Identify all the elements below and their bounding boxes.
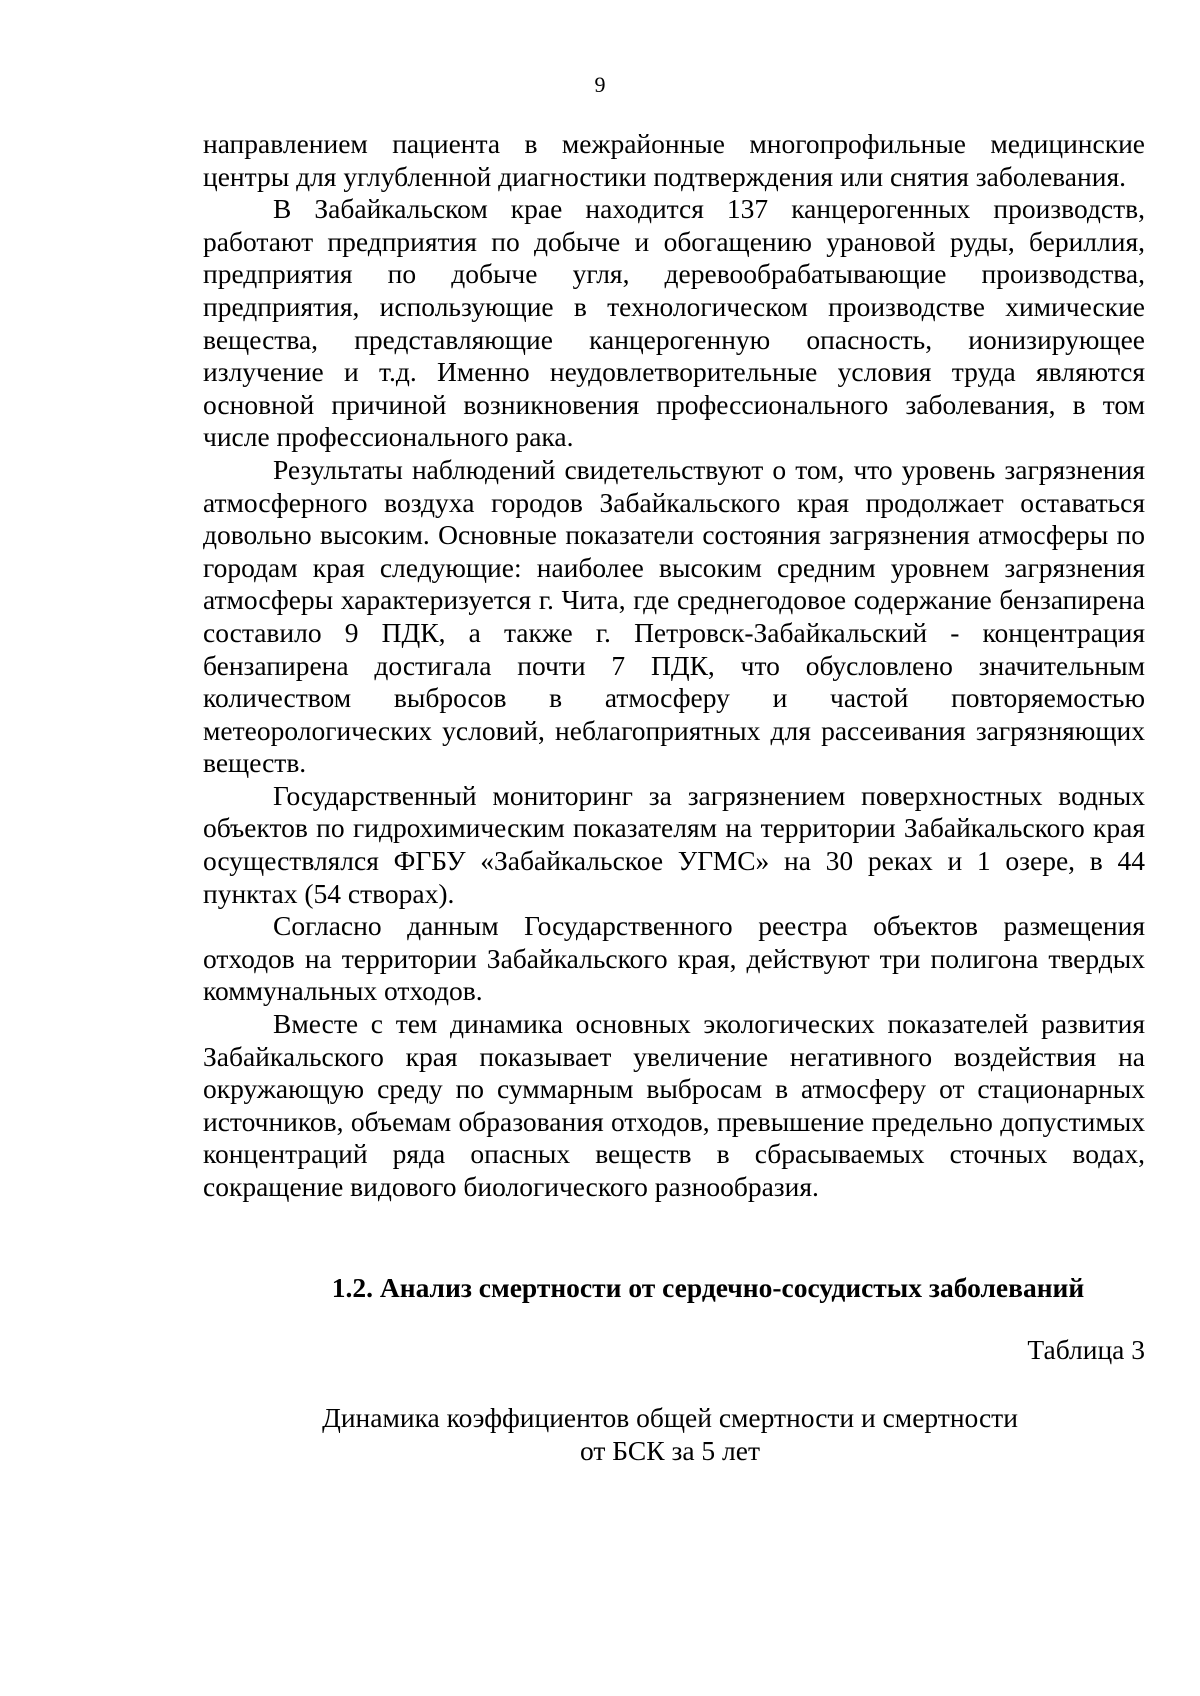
paragraph-continuation: направлением пациента в межрайонные многопрофильные медицинские центры для углубленной диагностики подтверждения или снятия заболевания. (203, 128, 1145, 192)
paragraph-water-monitoring: Государственный мониторинг за загрязнением поверхностных водных объектов по гидрохимическим показателям на территории Забайкальского края осуществлялся ФГБУ «Забайкальское УГМС» на 30 реках и 1 озере, в 44 пунктах (54 створах). (203, 779, 1145, 909)
paragraph-ecological-dynamics: Вместе с тем динамика основных экологических показателей развития Забайкальского края показывает увеличение негативного воздействия на окружающую среду по суммарным выбросам в атмосферу от стационарных источников, объемам образования отходов, превышение предельно допустимых концентраций ряда опасных веществ в сбрасываемых сточных водах, сокращение видового биологического разнообразия. (203, 1008, 1145, 1202)
table-label: Таблица 3 (1027, 1334, 1145, 1365)
body-text (203, 128, 1145, 1204)
page-number: 9 (594, 72, 606, 97)
paragraph-air-pollution: Результаты наблюдений свидетельствуют о том, что уровень загрязнения атмосферного воздуха городов Забайкальского края продолжает оставаться довольно высоким. Основные показатели состояния загрязнения атмосферы по городам края следующие: наиболее высоким средним уровнем загрязнения атмосферы характеризуется г. Чита, где среднегодовое содержание бензапирена составило 9 ПДК, а также г. Петровск-Забайкальский - концентрация бензапирена достигала почти 7 ПДК, что обусловлено значительным количеством выбросов в атмосферу и частой повторяемостью метеорологических условий, неблагоприятных для рассеивания загрязняющих веществ. (203, 453, 1145, 779)
table-caption-line-1: Динамика коэффициентов общей смертности и смертности (322, 1402, 1018, 1433)
table-caption (300, 1401, 1040, 1467)
paragraph-waste-registry: Согласно данным Государственного реестра объектов размещения отходов на территории Забайкальского края, действуют три полигона твердых коммунальных отходов. (203, 910, 1145, 1007)
section-heading: 1.2. Анализ смертности от сердечно-сосудистых заболеваний (331, 1272, 1085, 1303)
table-caption-line-2: от БСК за 5 лет (580, 1435, 760, 1466)
paragraph-carcinogenic-industries: В Забайкальском крае находится 137 канцерогенных производств, работают предприятия по добыче и обогащению урановой руды, бериллия, предприятия по добыче угля, деревообрабатывающие производства, предприятия, использующие в технологическом производстве химические вещества, представляющие канцерогенную опасность, ионизирующее излучение и т.д. Именно неудовлетворительные условия труда являются основной причиной возникновения профессионального заболевания, в том числе профессионального рака. (203, 193, 1145, 453)
